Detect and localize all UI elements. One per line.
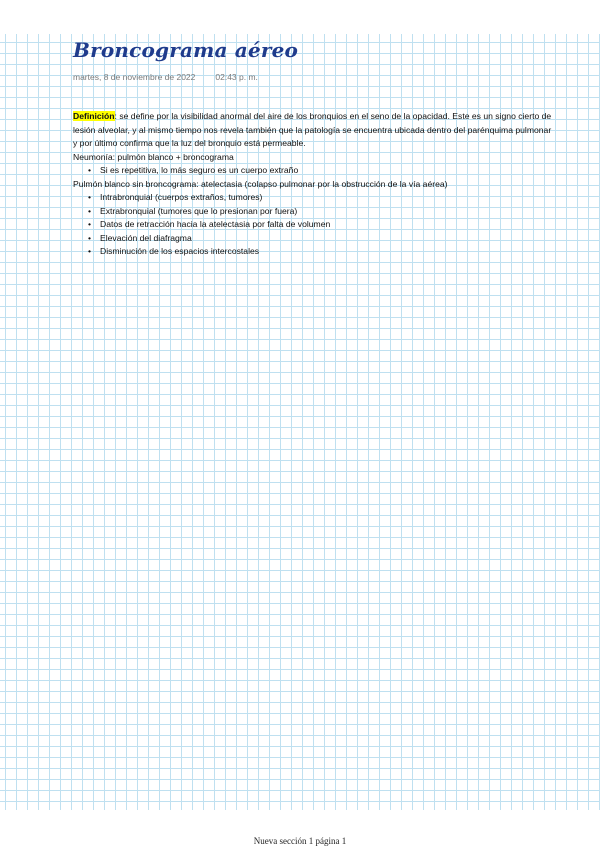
note-meta (73, 72, 553, 82)
note-time: 02:43 p. m. (215, 72, 258, 82)
list-item: • Si es repetitiva, lo más seguro es un cuerpo extraño (100, 164, 553, 178)
definition-text: : se define por la visibilidad anormal del aire de los bronquios en el seno de la opacidad. Este es un signo cierto de lesión alveolar, y al mismo tiempo nos revela también que la patología se encuentra ubicada dentro del parénquima pulmonar y por último confirma que la luz del bronquio está permeable. (73, 111, 552, 148)
pulmon-line: Pulmón blanco sin broncograma: atelectasia (colapso pulmonar por la obstrucción de la vía aérea) (73, 178, 448, 189)
list-item: • Datos de retracción hacia la atelectasia por falta de volumen (100, 218, 553, 232)
pulmon-list (73, 191, 553, 259)
note-date: martes, 8 de noviembre de 2022 (73, 72, 196, 82)
page-title[interactable]: Broncograma aéreo (73, 38, 299, 62)
list-item: • Intrabronquial (cuerpos extraños, tumores) (100, 191, 553, 205)
neumonia-list (73, 164, 553, 178)
list-item: • Elevación del diafragma (100, 232, 553, 246)
definition-label: Definición (73, 111, 115, 121)
page-footer: Nueva sección 1 página 1 (253, 836, 347, 846)
list-item: • Disminución de los espacios intercostales (100, 245, 553, 259)
definition-paragraph (73, 110, 553, 151)
note-content (73, 36, 553, 259)
neumonia-line: Neumonía: pulmón blanco + broncograma (73, 151, 234, 162)
note-body[interactable] (73, 110, 553, 259)
list-item: • Extrabronquial (tumores que lo presionan por fuera) (100, 205, 553, 219)
